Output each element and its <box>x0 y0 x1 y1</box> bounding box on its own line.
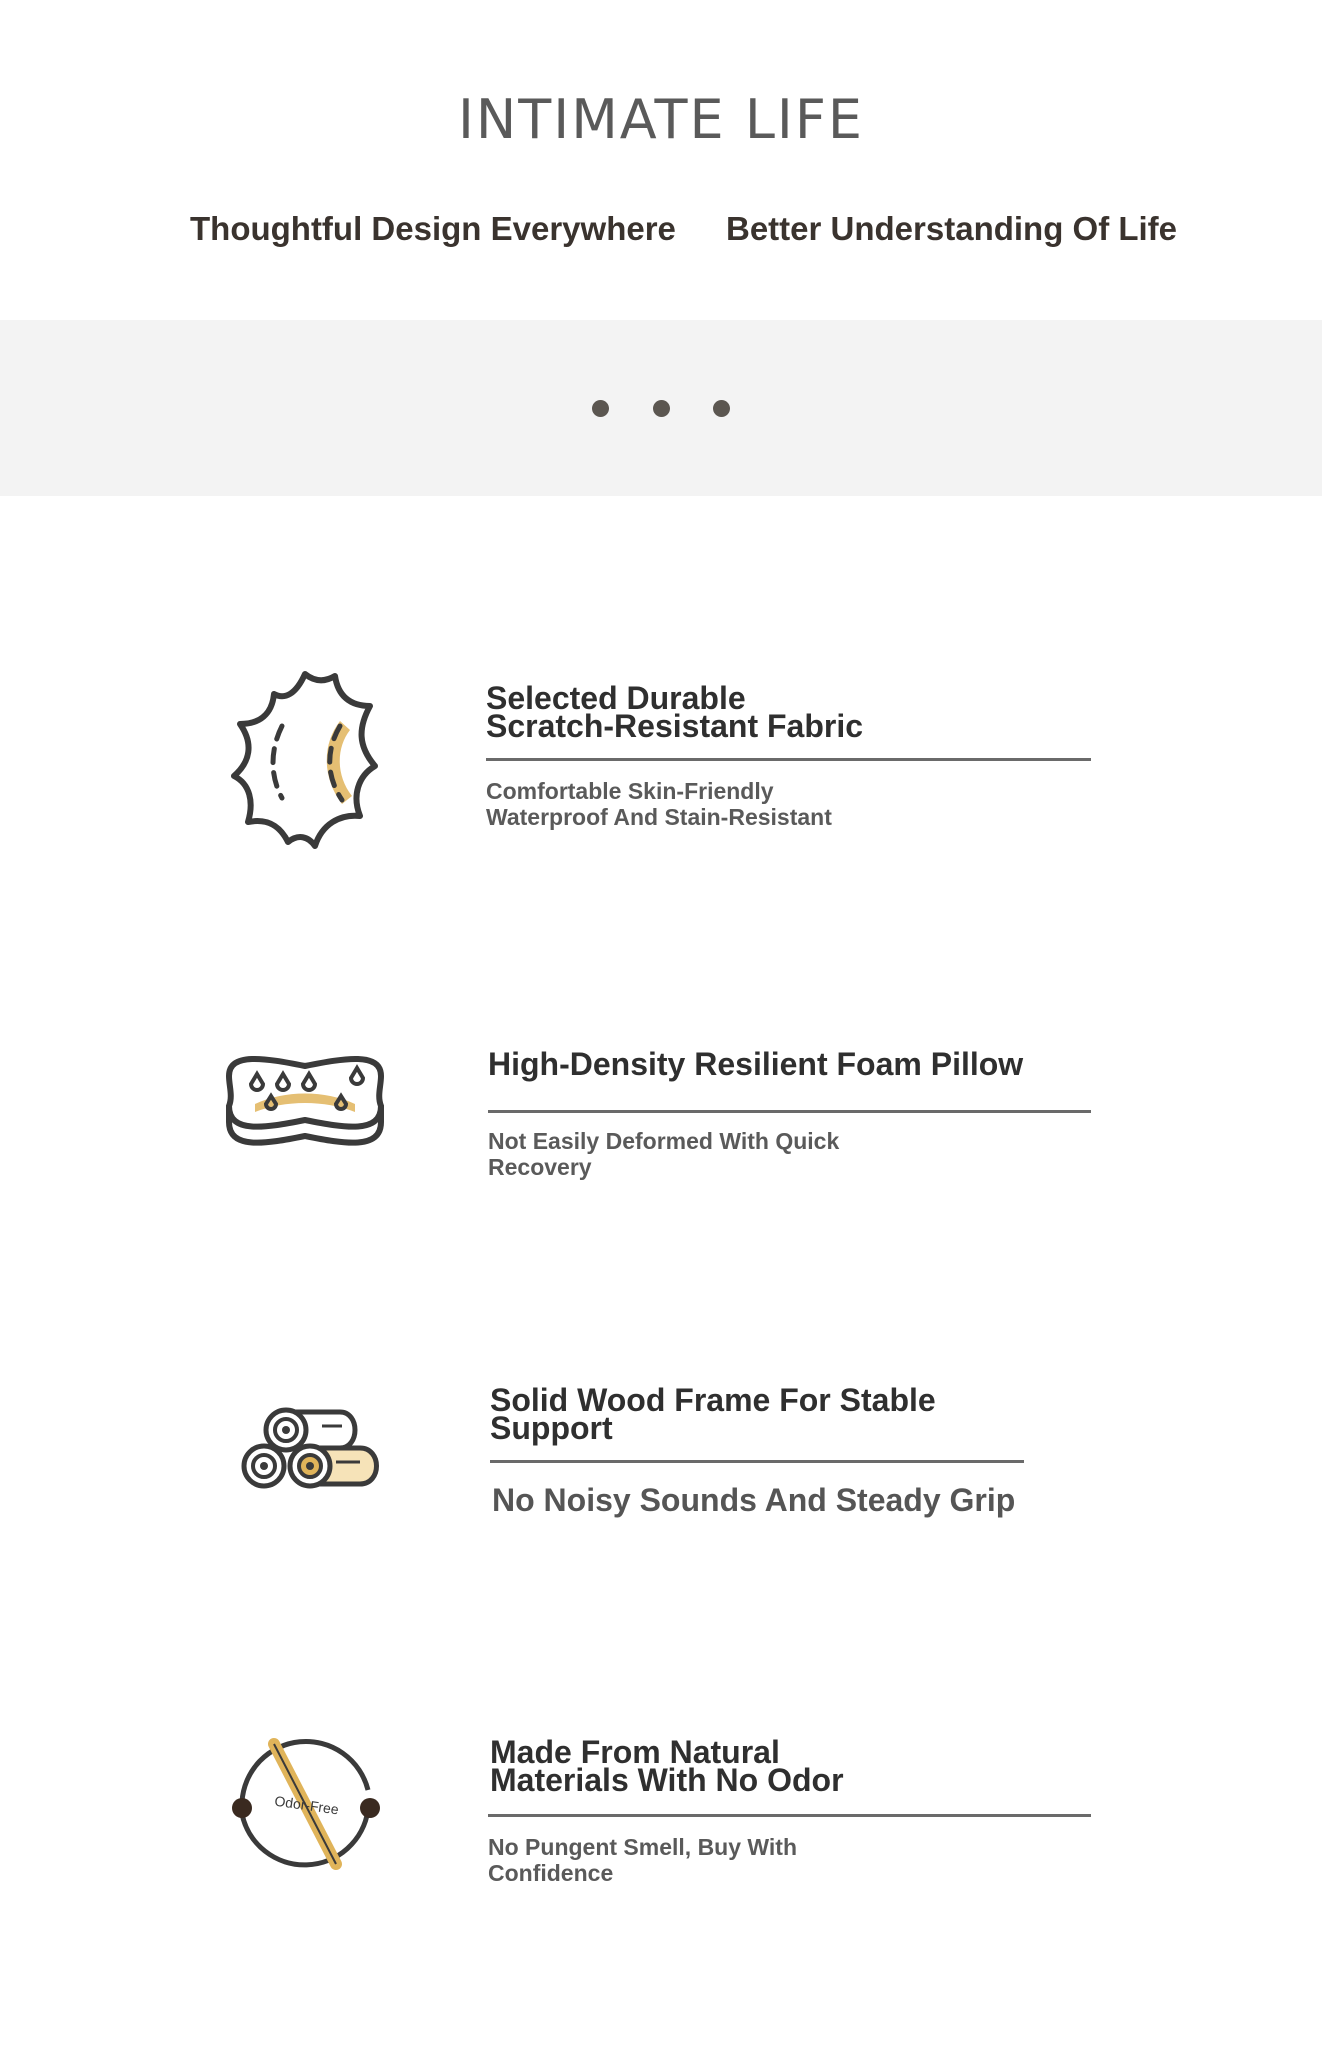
feature-title-line: High-Density Resilient Foam Pillow <box>488 1046 1024 1082</box>
feature-description-line: Recovery <box>488 1154 592 1180</box>
feature-title-line: Support <box>490 1410 613 1446</box>
feature-title-line: Selected Durable <box>486 680 746 716</box>
feature-description <box>492 1482 1052 1518</box>
feature-title-line: Solid Wood Frame For Stable <box>490 1382 936 1418</box>
tagline-right: Better Understanding Of Life <box>726 210 1178 247</box>
feature-title <box>486 680 1046 744</box>
tagline-left: Thoughtful Design Everywhere <box>190 210 676 247</box>
feature-description <box>488 1834 948 1886</box>
header-section <box>0 0 1322 320</box>
carousel-dot[interactable] <box>653 400 670 417</box>
feature-title-line: Scratch-Resistant Fabric <box>486 708 864 744</box>
divider <box>490 1460 1024 1463</box>
odor-free-icon <box>210 1710 400 1900</box>
divider <box>488 1814 1091 1817</box>
feature-description-line: Not Easily Deformed With Quick <box>488 1128 840 1154</box>
wood-logs-icon <box>210 1364 400 1554</box>
feature-title-line: Materials With No Odor <box>490 1762 844 1798</box>
features-list <box>0 496 1322 2048</box>
feature-title <box>490 1382 1050 1446</box>
brand-title: INTIMATE LIFE <box>457 88 865 151</box>
odor-free-label: Odor-Free <box>273 1792 340 1818</box>
foam-pillow-icon <box>205 1016 405 1206</box>
divider <box>488 1110 1091 1113</box>
feature-description-line: No Noisy Sounds And Steady Grip <box>492 1482 1016 1518</box>
divider <box>486 758 1091 761</box>
feature-description-line: Comfortable Skin-Friendly <box>486 778 774 804</box>
feature-title <box>488 1046 1048 1082</box>
feature-title-line: Made From Natural <box>490 1734 780 1770</box>
feature-description-line: Waterproof And Stain-Resistant <box>486 804 832 830</box>
carousel-dot[interactable] <box>713 400 730 417</box>
leather-icon <box>210 666 400 856</box>
carousel-dot[interactable] <box>592 400 609 417</box>
feature-description-line: Confidence <box>488 1860 614 1886</box>
feature-description <box>488 1128 948 1180</box>
feature-title <box>490 1734 1050 1798</box>
feature-description <box>486 778 946 830</box>
carousel-band <box>0 320 1322 496</box>
feature-description-line: No Pungent Smell, Buy With <box>488 1834 798 1860</box>
